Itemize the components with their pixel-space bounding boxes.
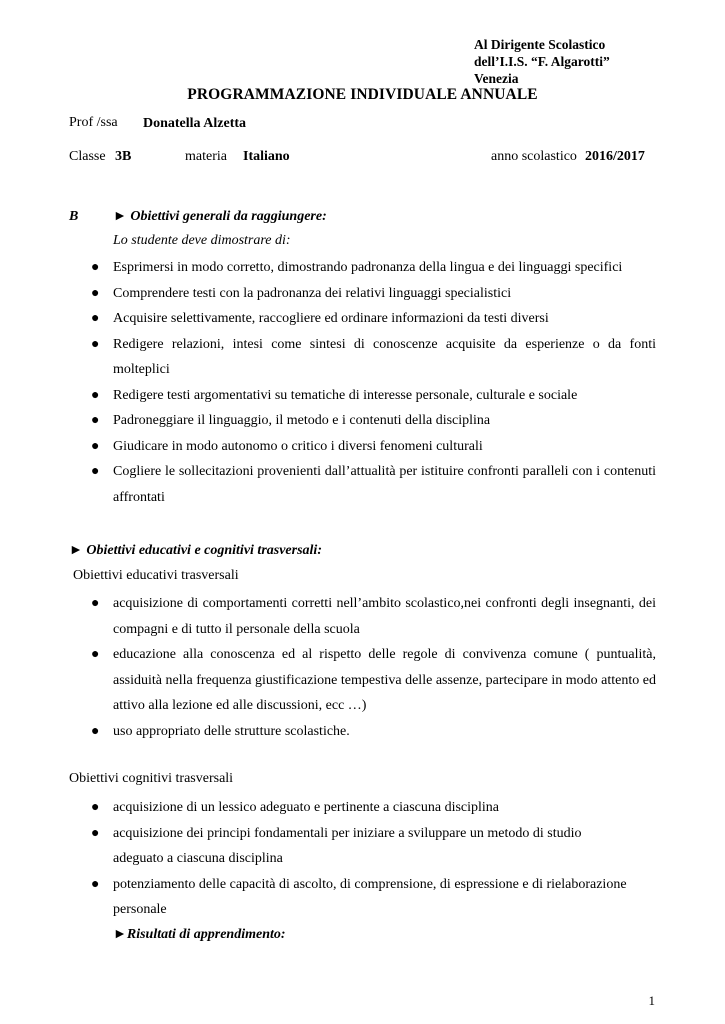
bullet-icon: ●	[91, 647, 100, 662]
bullet-icon: ●	[91, 285, 100, 301]
list-item: ● potenziamento delle capacità di ascolto, di comprensione, di espressione e di rielaborazione personale	[113, 872, 653, 923]
list-item: ● Redigere testi argomentativi su tematiche di interesse personale, culturale e sociale	[113, 383, 656, 409]
classe-value: 3B	[115, 149, 132, 164]
list-item: ● uso appropriato delle strutture scolastiche.	[113, 719, 656, 745]
section-letter: B	[69, 209, 79, 224]
trasversali-heading: ► Obiettivi educativi e cognitivi trasversali:	[69, 543, 322, 558]
bullet-icon: ●	[91, 413, 100, 428]
anno-value: 2016/2017	[585, 149, 645, 164]
obiettivi-generali-list	[91, 255, 656, 510]
bullet-icon: ●	[91, 336, 100, 352]
bullet-icon: ●	[91, 260, 100, 275]
recipient-block	[474, 36, 610, 87]
bullet-icon: ●	[91, 800, 100, 815]
section-b-heading: ► Obiettivi generali da raggiungere:	[113, 209, 327, 224]
bullet-icon: ●	[91, 596, 100, 611]
section-b-intro: Lo studente deve dimostrare di:	[113, 233, 291, 248]
bullet-icon: ●	[91, 723, 100, 739]
bullet-icon: ●	[91, 387, 100, 403]
bullet-icon: ●	[91, 825, 100, 841]
obiettivi-cognitivi-list	[91, 795, 656, 923]
list-item: ● Comprendere testi con la padronanza dei relativi linguaggi specialistici	[113, 281, 656, 307]
page-number: 1	[648, 993, 655, 1008]
materia-value: Italiano	[243, 149, 290, 164]
cognitivi-label: Obiettivi cognitivi trasversali	[69, 771, 234, 786]
recipient-line-2: dell’I.I.S. “F. Algarotti”	[474, 54, 610, 69]
educativi-label: Obiettivi educativi trasversali	[73, 568, 239, 583]
recipient-line-1: Al Dirigente Scolastico	[474, 37, 606, 52]
list-item: ● acquisizione dei principi fondamentali per iniziare a sviluppare un metodo di studio adeguato a ciascuna disciplina	[113, 821, 633, 872]
list-item: ● Esprimersi in modo corretto, dimostrando padronanza della lingua e dei linguaggi specifici	[113, 255, 656, 281]
list-item: ● Acquisire selettivamente, raccogliere ed ordinare informazioni da testi diversi	[113, 306, 656, 332]
anno-label: anno scolastico	[491, 149, 577, 164]
list-item: ● acquisizione di comportamenti corretti nell’ambito scolastico,nei confronti degli insegnanti, dei compagni e di tutto il personale della scuola	[113, 591, 656, 642]
prof-label: Prof /ssa	[69, 115, 118, 130]
document-title: PROGRAMMAZIONE INDIVIDUALE ANNUALE	[187, 86, 538, 103]
list-item: ● Padroneggiare il linguaggio, il metodo e i contenuti della disciplina	[113, 408, 656, 434]
list-item: ● educazione alla conoscenza ed al rispetto delle regole di convivenza comune ( puntualità, assiduità nella frequenza giustificazione tempestiva delle assenze, partecipare in modo attento ed attivo alla lezione ed alle discussioni, ecc …)	[113, 642, 656, 719]
bullet-icon: ●	[91, 311, 100, 326]
obiettivi-educativi-list	[91, 591, 656, 744]
list-item: ● Giudicare in modo autonomo o critico i diversi fenomeni culturali	[113, 434, 656, 460]
bullet-icon: ●	[91, 876, 100, 892]
materia-label: materia	[185, 149, 227, 164]
classe-label: Classe	[69, 149, 106, 164]
recipient-line-3: Venezia	[474, 71, 519, 86]
risultati-heading: ►Risultati di apprendimento:	[113, 927, 286, 942]
list-item: ● acquisizione di un lessico adeguato e pertinente a ciascuna disciplina	[113, 795, 656, 821]
list-item: ● Redigere relazioni, intesi come sintesi di conoscenze acquisite da esperienze o da fonti molteplici	[113, 332, 656, 383]
bullet-icon: ●	[91, 464, 100, 479]
list-item: ● Cogliere le sollecitazioni provenienti dall’attualità per istituire confronti paralleli con i contenuti affrontati	[113, 459, 656, 510]
prof-name: Donatella Alzetta	[143, 116, 247, 131]
bullet-icon: ●	[91, 438, 100, 454]
